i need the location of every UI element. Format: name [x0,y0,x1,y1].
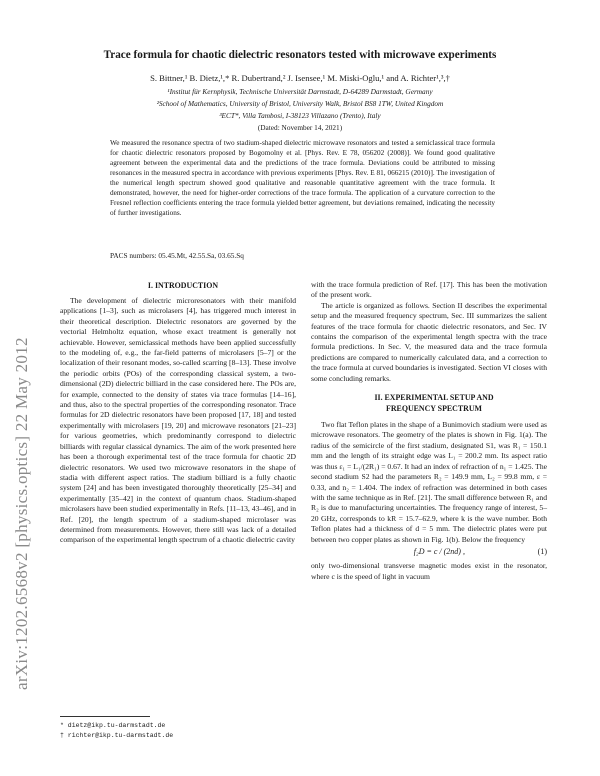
abstract: We measured the resonance spectra of two stadium-shaped dielectric microwave resonators and tested a semiclassical trace formula for chaotic dielectric resonators proposed by Bogomolny et al. [Phys. Rev. E 78, 056202 (2008)]. We found good qualitative agreement between the experimental data and the predictions of the trace formula. Deviations could be attributed to missing resonances in the measured spectra in accordance with previous experiments [Phys. Rev. E 81, 066215 (2010)]. The investigation of the numerical length spectrum showed good qualitative and reasonable quantitative agreement with the trace formula. It demonstrated, however, the need for higher-order corrections of the trace formula. The application of a curvature correction to the Fresnel reflection coefficients entering the trace formula yielded better agreement, but deviations remained, indicating the necessity of further investigations. [110,139,495,218]
right-column [311,280,547,582]
equation-1 [311,545,547,561]
equation-1-number: (1) [537,546,547,556]
introduction-continued: with the trace formula prediction of Ref. [17]. This has been the motivation of the present work. [311,280,547,300]
after-equation-text: only two-dimensional transverse magnetic modes exist in the resonator, where c is the speed of light in vacuum [311,561,547,581]
left-column [60,280,296,546]
footnote-richter-email: † richter@ikp.tu-darmstadt.de [60,732,174,739]
introduction-outline: The article is organized as follows. Section II describes the experimental setup and the measured frequency spectrum, Sec. III summarizes the salient features of the trace formula for chaotic dielectric resonators, and Sec. IV contains the comparison of the experimental length spectra with the trace formula predictions. In Sec. V, the measured data and the trace formula predictions are compared to numerically calculated data, and a correction to the trace formula at curved boundaries is investigated. Section VI closes with some concluding remarks. [311,300,547,383]
introduction-paragraph: The development of dielectric microresonators with their manifold applications [1–3], such as microlasers [4], has triggered much interest in their theoretical description. Dielectric resonators are governed by the vectorial Helmholtz equation, whose exact treatment is generally not achievable. However, semiclassical methods have been applied successfully to the modeling of, e.g., the far-field patterns of microlasers [5–7] or the localization of their resonant modes, so-called scarring [8–13]. These involve the periodic orbits (POs) of the corresponding classical system, a two-dimensional (2D) dielectric billiard in the case considered here. The POs are, for example, connected to the density of states via trace formulas [14–16], and thus, also to the spectral properties of the corresponding resonator. Trace formulas for 2D dielectric resonators have been proposed [17, 18] and tested experimentally with microlasers [19, 20] and microwave resonators [21–23] for various geometries, which predominantly correspond to dielectric billiards with regular classical dynamics. The aim of the work presented here has been a thorough experimental test of the trace formula for chaotic 2D dielectric resonators. We used two microwave resonators in the shape of stadia with different aspect ratios. The stadium billiard is a fully chaotic system [24] and has been investigated thoroughly theoretically [25–34] and experimentally [35–42] in the context of quantum chaos. Stadium-shaped microlasers have been studied experimentally in Refs. [11–13, 43–46], and in Ref. [20], the length spectrum of a stadium-shaped microlaser was determined from measurements. However, there still was lack of a detailed comparison of the experimental length spectrum of a chaotic dielectric cavity [60,296,296,545]
affiliation-1: ¹Institut für Kernphysik, Technische Universität Darmstadt, D-64289 Darmstadt, Germany [167,87,433,96]
footnote-dietz-email: * dietz@ikp.tu-darmstadt.de [60,722,166,729]
arxiv-identifier-text: arXiv:1202.6568v2 [physics.optics] 22 May 2012 [12,337,31,690]
section-heading-introduction: I. INTRODUCTION [147,281,219,290]
equation-1-body: f₂D = c / (2nd) , [413,546,465,556]
date-line: (Dated: November 14, 2021) [257,123,343,132]
section-heading-setup-line1: II. EXPERIMENTAL SETUP AND [374,393,494,403]
affiliation-2: ²School of Mathematics, University of Bristol, University Walk, Bristol BS8 1TW, United Kingdom [156,99,444,108]
section-heading-setup-line2: FREQUENCY SPECTRUM [386,404,482,414]
setup-paragraph: Two flat Teflon plates in the shape of a Bunimovich stadium were used as microwave resonators. The geometry of the plates is shown in Fig. 1(a). The radius of the semicircle of the first stadium, designated S1, was R₁ = 150.1 mm and the length of its straight edge was L₁ = 200.2 mm. Its aspect ratio was thus ε₁ = L₁/(2R₁) = 0.67. It had an index of refraction of n₁ = 1.425. The second stadium S2 had the parameters R₂ = 149.9 mm, L₂ = 99.8 mm, ε = 0.33, and n₂ = 1.404. The index of refraction was determined in both cases with the same technique as in Ref. [21]. The small difference between R₁ and R₂ is due to manufacturing uncertainties. The frequency range of interest, 5–20 GHz, corresponds to kR = 15.7–62.9, where k is the wave number. Both Teflon plates had a thickness of d = 5 mm. The dielectric plates were put between two copper plates as shown in Fig. 1(b). Below the frequency [311,420,547,544]
pacs-numbers: PACS numbers: 05.45.Mt, 42.55.Sa, 03.65.Sq [110,251,244,260]
author-list: S. Bittner,¹ B. Dietz,¹,* R. Dubertrand,² J. Isensee,¹ M. Miski-Oglu,¹ and A. Richter¹,³,† [150,73,450,83]
footnote-rule [60,716,150,717]
affiliation-3: ³ECT*, Villa Tambosi, I-38123 Villazano (Trento), Italy [219,111,381,120]
arxiv-identifier [12,170,36,690]
paper-title: Trace formula for chaotic dielectric resonators tested with microwave experiments [103,49,497,61]
